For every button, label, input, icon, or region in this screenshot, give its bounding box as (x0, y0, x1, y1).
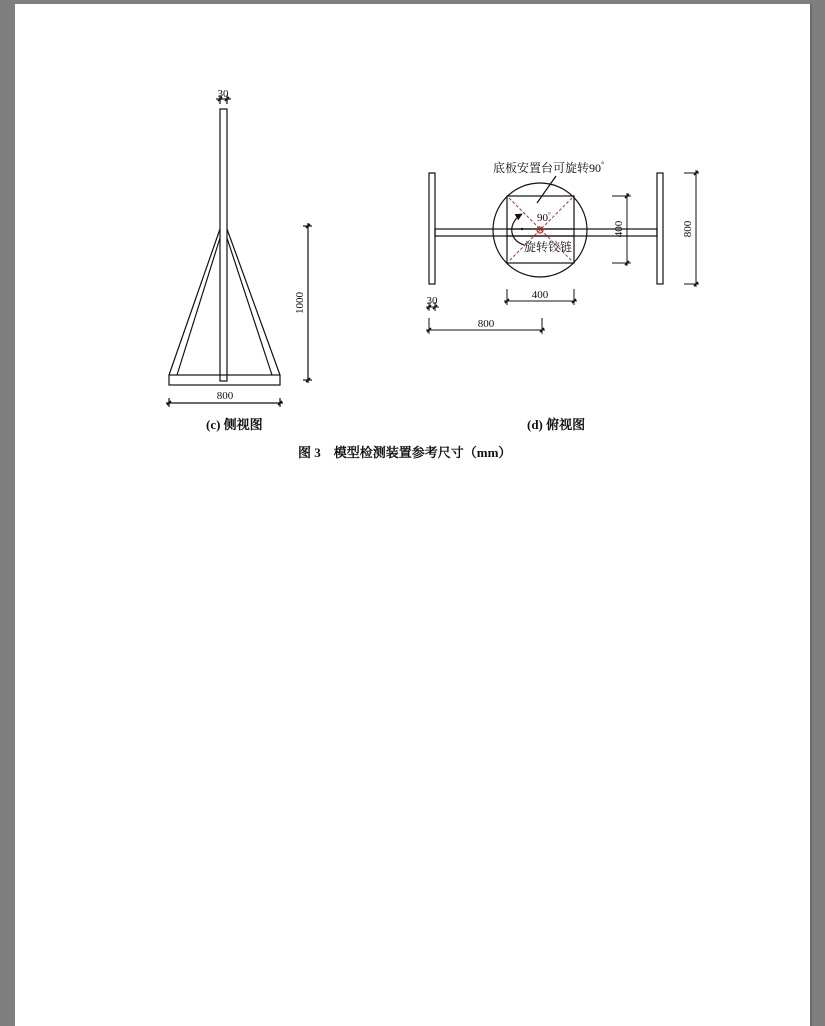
dim-plate-width-label: 400 (531, 289, 549, 301)
dim-overall-height-label: 800 (682, 220, 694, 238)
dim-plate-height-label: 400 (613, 220, 625, 238)
hinge-label: 旋转铰链 (524, 240, 573, 254)
left-brace-outer (169, 229, 220, 375)
side-view (166, 95, 312, 407)
top-view-caption: (d) 俯视图 (527, 417, 586, 432)
right-end-member (657, 173, 663, 284)
pivot-dot (521, 228, 523, 230)
dim-half-length-label: 800 (477, 318, 495, 330)
angle-label: 90° (537, 211, 551, 224)
dim-height-label: 1000 (294, 292, 306, 314)
right-brace-outer (227, 229, 280, 375)
left-end-member (429, 173, 435, 284)
dim-top-width-label: 30 (217, 88, 229, 100)
dim-member-width-label: 30 (426, 295, 438, 307)
side-view-caption: (c) 侧视图 (206, 417, 263, 432)
left-brace-inner (177, 238, 220, 375)
figure-caption: 图 3 模型检测装置参考尺寸（mm） (298, 445, 512, 460)
vertical-post (220, 109, 227, 381)
top-view (429, 173, 663, 284)
right-brace-inner (227, 238, 272, 375)
dim-base-width-label: 800 (216, 390, 234, 402)
base-beam (169, 375, 280, 385)
rotate-note-label: 底板安置台可旋转90° (493, 160, 605, 175)
